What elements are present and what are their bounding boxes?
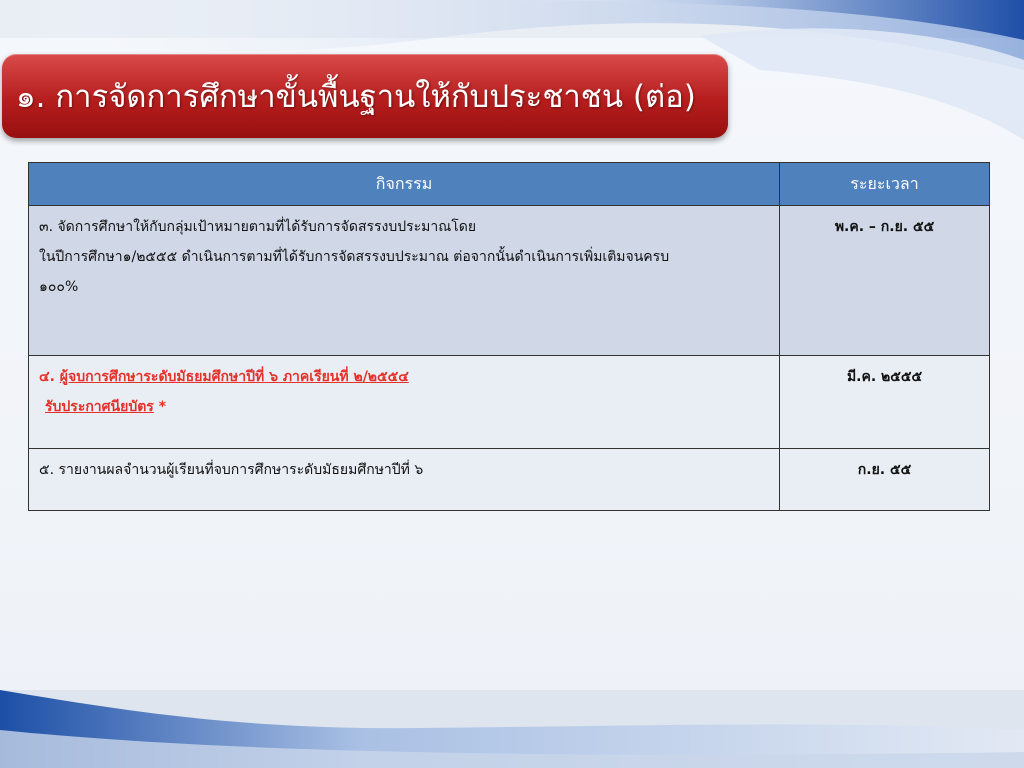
- header-period: ระยะเวลา: [780, 163, 990, 206]
- period-cell: พ.ค. – ก.ย. ๕๕: [780, 206, 990, 356]
- activity-table: [28, 162, 990, 511]
- activity-number: ๔.: [39, 369, 55, 385]
- table-row: [29, 356, 990, 449]
- activity-line: ๕. รายงานผลจำนวนผู้เรียนที่จบการศึกษาระดับมัธยมศึกษาปีที่ ๖: [39, 462, 424, 478]
- certificate-link[interactable]: รับประกาศนียบัตร: [45, 399, 154, 415]
- asterisk-note: *: [158, 399, 167, 415]
- bottom-swoosh-decoration: [0, 690, 1024, 768]
- activity-line: ในปีการศึกษา๑/๒๕๕๕ ดำเนินการตามที่ได้รับการจัดสรรงบประมาณ ต่อจากนั้นดำเนินการเพิ่มเติมจนครบ: [39, 249, 670, 265]
- activity-line: ๓. จัดการศึกษาให้กับกลุ่มเป้าหมายตามที่ได้รับการจัดสรรงบประมาณโดย: [39, 219, 477, 235]
- graduation-link[interactable]: ผู้จบการศึกษาระดับมัธยมศึกษาปีที่ ๖ ภาคเรียนที่ ๒/๒๕๕๔: [59, 369, 409, 385]
- activity-line-red: [39, 362, 769, 392]
- period-cell: มี.ค. ๒๕๕๕: [780, 356, 990, 449]
- table-row: [29, 206, 990, 356]
- slide-title: ๑. การจัดการศึกษาขั้นพื้นฐานให้กับประชาชน (ต่อ): [16, 79, 696, 115]
- period-cell: ก.ย. ๕๕: [780, 449, 990, 511]
- activity-cell: [29, 449, 780, 511]
- table-header-row: [29, 163, 990, 206]
- slide-title-banner: [2, 54, 728, 138]
- activity-line-red: [39, 392, 769, 422]
- activity-line: ๑๐๐%: [39, 279, 79, 295]
- table-row: [29, 449, 990, 511]
- activity-cell: [29, 206, 780, 356]
- activity-cell: [29, 356, 780, 449]
- header-activity: กิจกรรม: [29, 163, 780, 206]
